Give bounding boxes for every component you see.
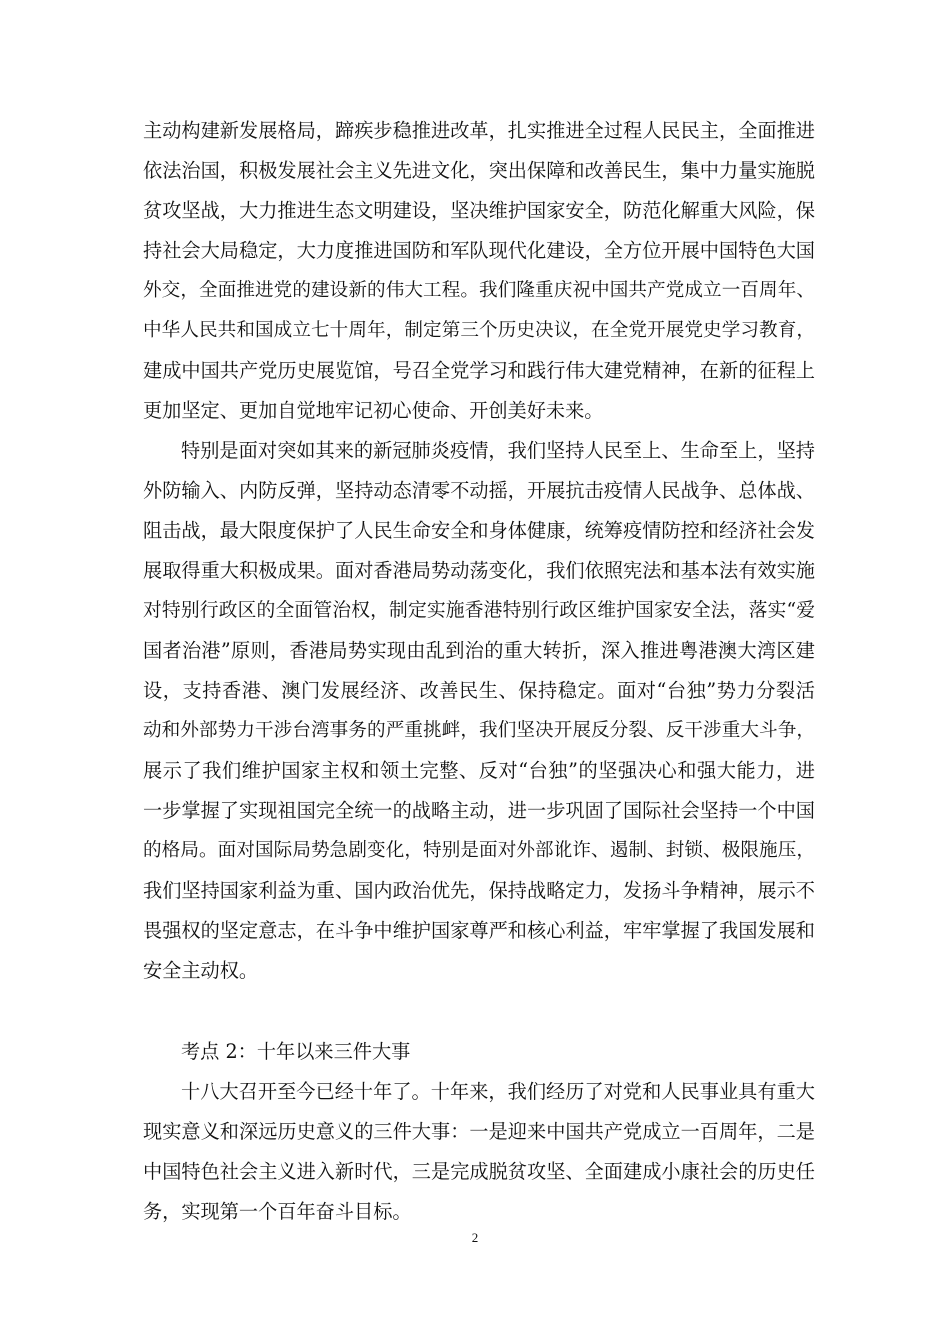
body-text-line: 中国特色社会主义进入新时代，三是完成脱贫攻坚、全面建成小康社会的历史任: [143, 1160, 815, 1183]
body-text-line: 中华人民共和国成立七十周年，制定第三个历史决议，在全党开展党史学习教育，: [143, 320, 815, 341]
body-text-line: 十八大召开至今已经十年了。十年来，我们经历了对党和人民事业具有重大: [181, 1080, 815, 1103]
body-text-line: 国者治港”原则，香港局势实现由乱到治的重大转折，深入推进粤港澳大湾区建: [143, 639, 815, 662]
body-text-line: 外交，全面推进党的建设新的伟大工程。我们隆重庆祝中国共产党成立一百周年、: [143, 280, 815, 301]
body-text-line: 贫攻坚战，大力推进生态文明建设，坚决维护国家安全，防范化解重大风险，保: [143, 199, 815, 222]
body-text-line: 展取得重大积极成果。面对香港局势动荡变化，我们依照宪法和基本法有效实施: [143, 559, 815, 582]
body-text-line: 建成中国共产党历史展览馆，号召全党学习和践行伟大建党精神，在新的征程上: [143, 359, 815, 382]
body-text-line: 阻击战，最大限度保护了人民生命安全和身体健康，统筹疫情防控和经济社会发: [143, 519, 815, 542]
section-heading: 考点 2：十年以来三件大事: [181, 1040, 411, 1063]
body-text-line: 设，支持香港、澳门发展经济、改善民生、保持稳定。面对“台独”势力分裂活: [143, 679, 815, 702]
body-text-line: 外防输入、内防反弹，坚持动态清零不动摇，开展抗击疫情人民战争、总体战、: [143, 479, 815, 502]
page-number: 2: [471, 1230, 479, 1245]
body-text-line: 现实意义和深远历史意义的三件大事：一是迎来中国共产党成立一百周年，二是: [143, 1120, 815, 1143]
body-text-line: 务，实现第一个百年奋斗目标。: [143, 1200, 412, 1223]
body-text-line: 对特别行政区的全面管治权，制定实施香港特别行政区维护国家安全法，落实“爱: [143, 600, 815, 621]
body-text-line: 特别是面对突如其来的新冠肺炎疫情，我们坚持人民至上、生命至上，坚持: [181, 439, 815, 462]
body-text-line: 依法治国，积极发展社会主义先进文化，突出保障和改善民生，集中力量实施脱: [143, 159, 815, 182]
body-text-line: 主动构建新发展格局，蹄疾步稳推进改革，扎实推进全过程人民民主，全面推进: [143, 119, 815, 142]
body-text-line: 持社会大局稳定，大力度推进国防和军队现代化建设，全方位开展中国特色大国: [143, 239, 815, 262]
body-text-line: 的格局。面对国际局势急剧变化，特别是面对外部讹诈、遏制、封锁、极限施压，: [143, 840, 815, 861]
body-text-line: 展示了我们维护国家主权和领土完整、反对“台独”的坚强决心和强大能力，进: [143, 759, 815, 782]
body-text-line: 我们坚持国家利益为重、国内政治优先，保持战略定力，发扬斗争精神，展示不: [143, 879, 815, 902]
body-text-line: 更加坚定、更加自觉地牢记初心使命、开创美好未来。: [143, 399, 604, 422]
body-text-line: 动和外部势力干涉台湾事务的严重挑衅，我们坚决开展反分裂、反干涉重大斗争，: [143, 720, 815, 741]
body-text-line: 安全主动权。: [143, 959, 259, 982]
body-text-line: 畏强权的坚定意志，在斗争中维护国家尊严和核心利益，牢牢掌握了我国发展和: [143, 919, 815, 942]
body-text-line: 一步掌握了实现祖国完全统一的战略主动，进一步巩固了国际社会坚持一个中国: [143, 799, 815, 822]
